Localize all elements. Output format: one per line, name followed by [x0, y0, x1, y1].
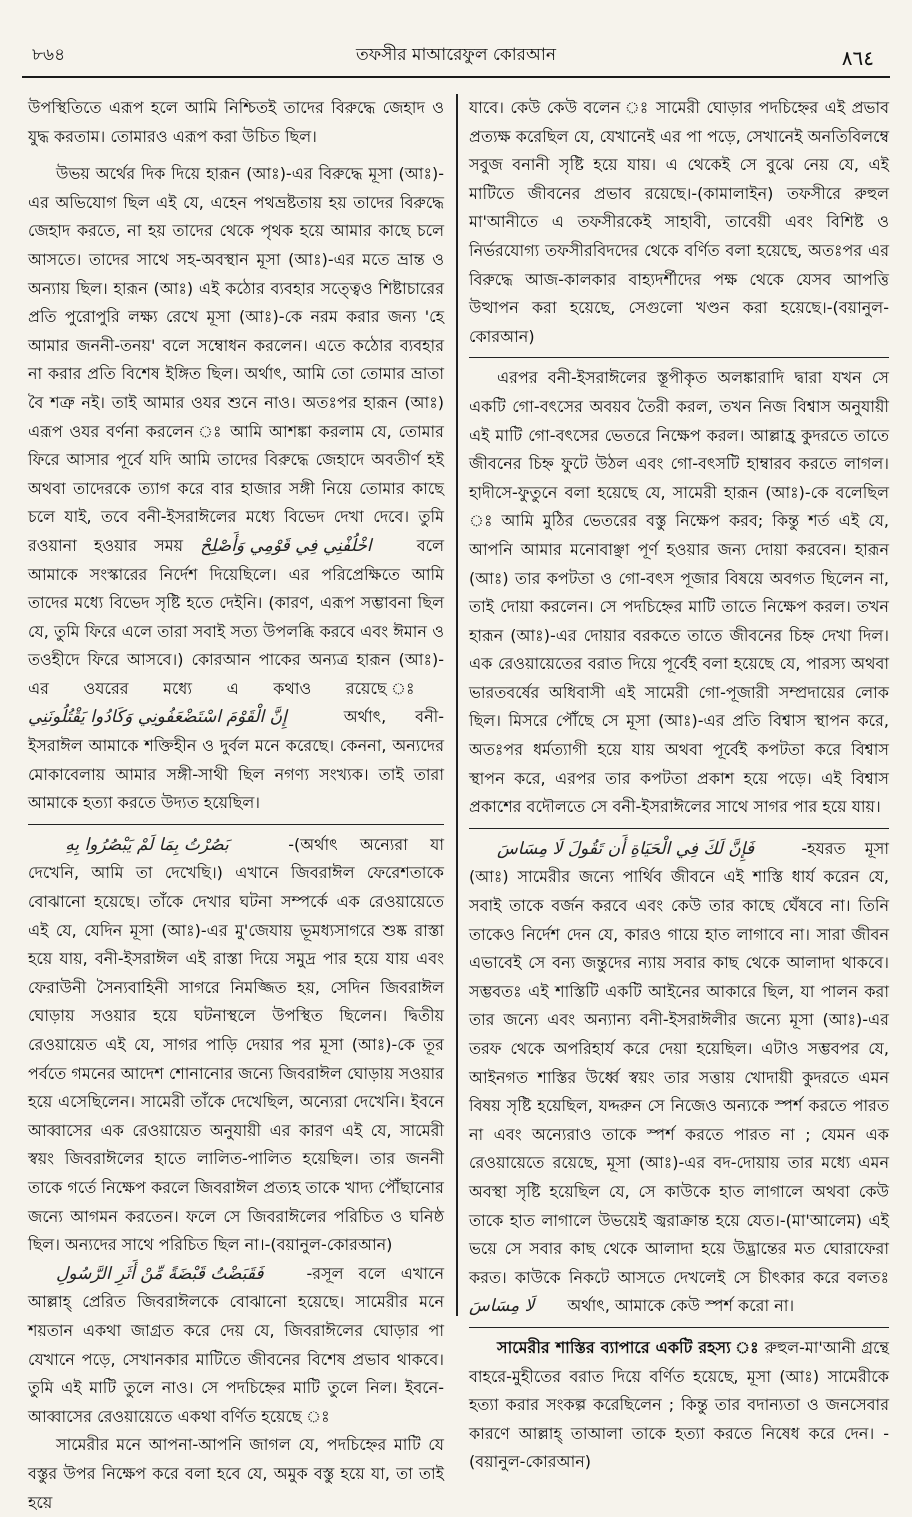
left-paragraph-2-end: অর্থাৎ, বনী-ইসরাঈল আমাকে শক্তিহীন ও দুর্বল মনে করেছে। কেননা, অন্যদের মোকাবেলায় আমার সঙ্গী-সাথী ছিল নগণ্য সংখ্যক। তাই তারা আমাকে হত্যা করতে উদ্যত হয়েছিল।: [28, 707, 444, 813]
arabic-verse-5: فَإِنَّ لَكَ فِي الْحَيَاةِ أَن تَقُولَ لَا مِسَاسَ: [497, 838, 755, 859]
page-header: [22, 36, 890, 78]
arabic-verse-1: اخْلُفْنِي فِي قَوْمِي وَأَصْلِحْ: [200, 535, 372, 556]
arabic-verse-2: إِنَّ الْقَوْمَ اسْتَضْعَفُونِي وَكَادُوا يَقْتُلُونَنِي: [28, 707, 287, 728]
arabic-verse-4: فَقَبَضْتُ قَبْضَةً مِّنْ أَثَرِ الرَّسُولِ: [56, 1263, 264, 1284]
right-paragraph-3-text: -হযরত মূসা (আঃ) সামেরীর জন্যে পার্থিব জীবনে এই শাস্তি ধার্য করেন যে, সবাই তাকে বর্জন করবে এবং কেউ তার কাছে ঘেঁষবে না। তিনি তাকেও নির্দেশ দেন যে, কারও গায়ে হাত লাগাবে না। সারা জীবন এভাবেই সে বন্য জন্তুদের ন্যায় সবার কাছ থেকে আলাদা থাকবে। সম্ভবতঃ এই শাস্তিটি একটি আইনের আকারে ছিল, যা পালন করা তার জন্যে এবং অন্যান্য বনী-ইসরাঈলীর জন্যে মূসা (আঃ)-এর তরফ থেকে অপরিহার্য করে দেয়া হয়েছিল। এটাও সম্ভবপর যে, আইনগত শাস্তির উর্ধ্বে স্বয়ং তার সত্তায় খোদায়ী কুদরতে এমন বিষয় সৃষ্টি হয়েছিল, যদ্দরুন সে নিজেও অন্যকে স্পর্শ করতে পারত না এবং অন্যেরাও তাকে স্পর্শ করতে পারত না ; যেমন এক রেওয়ায়েতে রয়েছে, মূসা (আঃ)-এর বদ-দোয়ায় তার মধ্যে এমন অবস্থা সৃষ্টি হয়েছিল যে, সে কাউকে হাত লাগালে অথবা কেউ তাকে হাত লাগালে উভয়েই জ্বরাক্রান্ত হয়ে যেত।-(মা'আলেম) এই ভয়ে সে সবার কাছ থেকে আলাদা হয়ে উদ্ভ্রান্তের মত ঘোরাফেরা করত। কাউকে নিকটে আসতে দেখলেই সে চীৎকার করে বলতঃ: [469, 838, 889, 1287]
section-rule: [28, 824, 444, 825]
left-paragraph-2-cont: বলে আমাকে সংস্কারের নির্দেশ দিয়েছিলে। এর পরিপ্রেক্ষিতে আমি তাদের মধ্যে বিভেদ সৃষ্টি হতে দেইনি। (কারণ, এরূপ সম্ভাবনা ছিল যে, তুমি ফিরে এলে তারা সবাই সত্য উপলব্ধি করবে এবং ঈমান ও তওহীদে ফিরে আসবে।) কোরআন পাকের অন্যত্র হারূন (আঃ)-এর ওযরের মধ্যে এ কথাও রয়েছে ঃ: [28, 535, 444, 698]
right-paragraph-3: [469, 835, 889, 1321]
page-number-bengali: ৮৬৪: [32, 45, 66, 65]
section-rule-right: [469, 357, 889, 358]
left-paragraph-5: সামেরীর মনে আপনা-আপনি জাগল যে, পদচিহ্নের মাটি যে বস্তুর উপর নিক্ষেপ করে বলা হবে যে, অমুক বস্তু হয়ে যা, তা তাই হয়ে: [28, 1435, 444, 1512]
right-paragraph-4-text: রুহুল-মা'আনী গ্রন্থে বাহরে-মুহীতের বরাত দিয়ে বর্ণিত হয়েছে, মূসা (আঃ) সামেরীকে হত্যা করার সংকল্প করেছিলেন ; কিন্তু তার বদান্যতা ও জনসেবার কারণে আল্লাহ্ তাআলা তাকে হত্যা করতে নিষেধ করে দেন। -(বয়ানুল-কোরআন): [469, 1337, 889, 1472]
right-paragraph-4: [469, 1334, 889, 1477]
left-paragraph-2-text: উভয় অর্থের দিক দিয়ে হারূন (আঃ)-এর বিরুদ্ধে মূসা (আঃ)-এর অভিযোগ ছিল এই যে, এহেন পথভ্রষ্টতায় হয় তাদের বিরুদ্ধে জেহাদ করতে, না হয় তাদের থেকে পৃথক হয়ে আমার কাছে চলে আসতে। তাদের সাথে সহ-অবস্থান মূসা (আঃ)-এর মতে ভ্রান্ত ও অন্যায় ছিল। হারূন (আঃ) এই কঠোর ব্যবহার সত্ত্বেও শিষ্টাচারের প্রতি পুরোপুরি লক্ষ্য রেখে মূসা (আঃ)-কে নরম করার জন্য 'হে আমার জননী-তনয়' বলে সম্বোধন করলেন। এতে কঠোর ব্যবহার না করার প্রতি বিশেষ ইঙ্গিত ছিল। অর্থাৎ, আমি তো তোমার ভ্রাতা বৈ শত্রু নই। তাই আমার ওযর শুনে নাও। অতঃপর হারূন (আঃ) এরূপ ওযর বর্ণনা করলেন ঃ আমি আশঙ্কা করলাম যে, তোমার ফিরে আসার পূর্বে যদি আমি তাদের বিরুদ্ধে জেহাদে অবতীর্ণ হই অথবা তাদেরকে ত্যাগ করে বার হাজার সঙ্গী নিয়ে তোমার কাছে চলে যাই, তবে বনী-ইসরাঈলের মধ্যে বিভেদ দেখা দেবে। তুমি রওয়ানা হওয়ার সময়: [28, 164, 444, 555]
left-column: [28, 94, 444, 1517]
page-number-arabic: ٨٦٤: [841, 46, 874, 70]
running-title: তফসীর মাআরেফুল কোরআন: [356, 45, 556, 65]
arabic-verse-6: لَا مِسَاسَ: [469, 1296, 535, 1317]
left-paragraph-4-text: -রসূল বলে এখানে আল্লাহ্ প্রেরিত জিবরাঈলকে বোঝানো হয়েছে। সামেরীর মনে শয়তান একথা জাগ্রত করে দেয় যে, জিবরাঈলের ঘোড়ার পা যেখানে পড়ে, সেখানকার মাটিতে জীবনের বিশেষ প্রভাব থাকবে। তুমি এই মাটি তুলে নাও। সে পদচিহ্নের মাটি তুলে নিল। ইবনে-আব্বাসের রেওয়ায়েতে একথা বর্ণিত হয়েছে ঃ: [28, 1263, 444, 1426]
left-paragraph-4: [28, 1260, 444, 1432]
left-paragraph-3: [28, 831, 444, 1260]
section-rule-right-3: [469, 1327, 889, 1328]
right-column: [469, 94, 889, 1477]
right-paragraph-1: যাবে। কেউ কেউ বলেন ঃ সামেরী ঘোড়ার পদচিহ্নের এই প্রভাব প্রত্যক্ষ করেছিল যে, যেখানেই এর পা পড়ে, সেখানেই অনতিবিলম্বে সবুজ বনানী সৃষ্টি হয়ে যায়। এ থেকেই সে বুঝে নেয় যে, এই মাটিতে জীবনের প্রভাব রয়েছে।-(কামালাইন) তফসীরে রুহুল মা'আনীতে এ তফসীরকেই সাহাবী, তাবেয়ী এবং বিশিষ্ট ও নির্ভরযোগ্য তফসীরবিদদের থেকে বর্ণিত বলা হয়েছে, অতঃপর এর বিরুদ্ধে আজ-কালকার বাহ্যদর্শীদের পক্ষ থেকে যেসব আপত্তি উত্থাপন করা হয়েছে, সেগুলো খণ্ডন করা হয়েছে।-(বয়ানুল-কোরআন): [469, 98, 889, 346]
column-divider: [456, 94, 458, 1316]
right-paragraph-3-end: অর্থাৎ, আমাকে কেউ স্পর্শ করো না।: [567, 1296, 795, 1316]
right-paragraph-2: এরপর বনী-ইসরাঈলের স্তূপীকৃত অলঙ্কারাদি দ্বারা যখন সে একটি গো-বৎসের অবয়ব তৈরী করল, তখন নিজ বিশ্বাস অনুযায়ী এই মাটি গো-বৎসের ভেতরে নিক্ষেপ করল। আল্লাহ্র কুদরতে তাতে জীবনের চিহ্ন ফুটে উঠল এবং গো-বৎসটি হাম্বারব করতে লাগল। হাদীসে-ফুতুনে বলা হয়েছে যে, সামেরী হারূন (আঃ)-কে বলেছিল ঃ আমি মুঠির ভেতরের বস্তু নিক্ষেপ করব; কিন্তু শর্ত এই যে, আপনি আমার মনোবাঞ্ছা পূর্ণ হওয়ার জন্য দোয়া করবেন। হারূন (আঃ) তার কপটতা ও গো-বৎস পূজার বিষয়ে অবগত ছিলেন না, তাই দোয়া করলেন। সে পদচিহ্নের মাটি তাতে নিক্ষেপ করল। তখন হারূন (আঃ)-এর দোয়ার বরকতে তাতে জীবনের চিহ্ন দেখা দিল। এক রেওয়ায়েতের বরাত দিয়ে পূর্বেই বলা হয়েছে যে, পারস্য অথবা ভারতবর্ষের অধিবাসী এই সামেরী গো-পূজারী সম্প্রদায়ের লোক ছিল। মিসরে পৌঁছে সে মূসা (আঃ)-এর প্রতি বিশ্বাস স্থাপন করে, অতঃপর ধর্মত্যাগী হয়ে যায় অথবা পূর্বেই কপটতা করে বিশ্বাস স্থাপন করে, এরপর তার কপটতা প্রকাশ হয়ে পড়ে। এই বিশ্বাস প্রকাশের বদৌলতে সে বনী-ইসরাঈলের সাথে সাগর পার হয়ে যায়।: [469, 368, 889, 817]
left-paragraph-3-text: -(অর্থাৎ অন্যেরা যা দেখেনি, আমি তা দেখেছি।) এখানে জিবরাঈল ফেরেশতাকে বোঝানো হয়েছে। তাঁকে দেখার ঘটনা সম্পর্কে এক রেওয়ায়েতে এই যে, যেদিন মূসা (আঃ)-এর মু'জেযায় ভূমধ্যসাগরে শুষ্ক রাস্তা হয়ে যায়, বনী-ইসরাঈল এই রাস্তা দিয়ে সমুদ্র পার হয়ে যায় এবং ফেরাউনী সৈন্যবাহিনী সাগরে নিমজ্জিত হয়, সেদিন জিবরাঈল ঘোড়ায় সওয়ার হয়ে ঘটনাস্থলে উপস্থিত ছিলেন। দ্বিতীয় রেওয়ায়েত এই যে, সাগর পাড়ি দেয়ার পর মূসা (আঃ)-কে তূর পর্বতে গমনের আদেশ শোনানোর জন্যে জিবরাঈল ঘোড়ায় সওয়ার হয়ে এসেছিলেন। সামেরী তাঁকে দেখেছিল, অন্যেরা দেখেনি। ইবনে আব্বাসের এক রেওয়ায়েত অনুযায়ী এর কারণ এই যে, সামেরী স্বয়ং জিবরাঈলের হাতে লালিত-পালিত হয়েছিল। তার জননী তাকে গর্তে নিক্ষেপ করলে জিবরাঈল প্রত্যহ তাকে খাদ্য পৌঁছানোর জন্যে আগমন করতেন। ফলে সে জিবরাঈলের পরিচিত ও ঘনিষ্ঠ ছিল। অন্যদের সাথে পরিচিত ছিল না।-(বয়ানুল-কোরআন): [28, 834, 444, 1255]
left-paragraph-1: উপস্থিতিতে এরূপ হলে আমি নিশ্চিতই তাদের বিরুদ্ধে জেহাদ ও যুদ্ধ করতাম। তোমারও এরূপ করা উচিত ছিল।: [28, 98, 444, 146]
section-rule-right-2: [469, 828, 889, 829]
arabic-verse-3: بَصُرْتُ بِمَا لَمْ يَبْصُرُوا بِهِ: [65, 834, 229, 855]
section-heading: সামেরীর শাস্তির ব্যাপারে একটি রহস্য ঃ: [497, 1337, 760, 1357]
left-paragraph-2: [28, 160, 444, 818]
